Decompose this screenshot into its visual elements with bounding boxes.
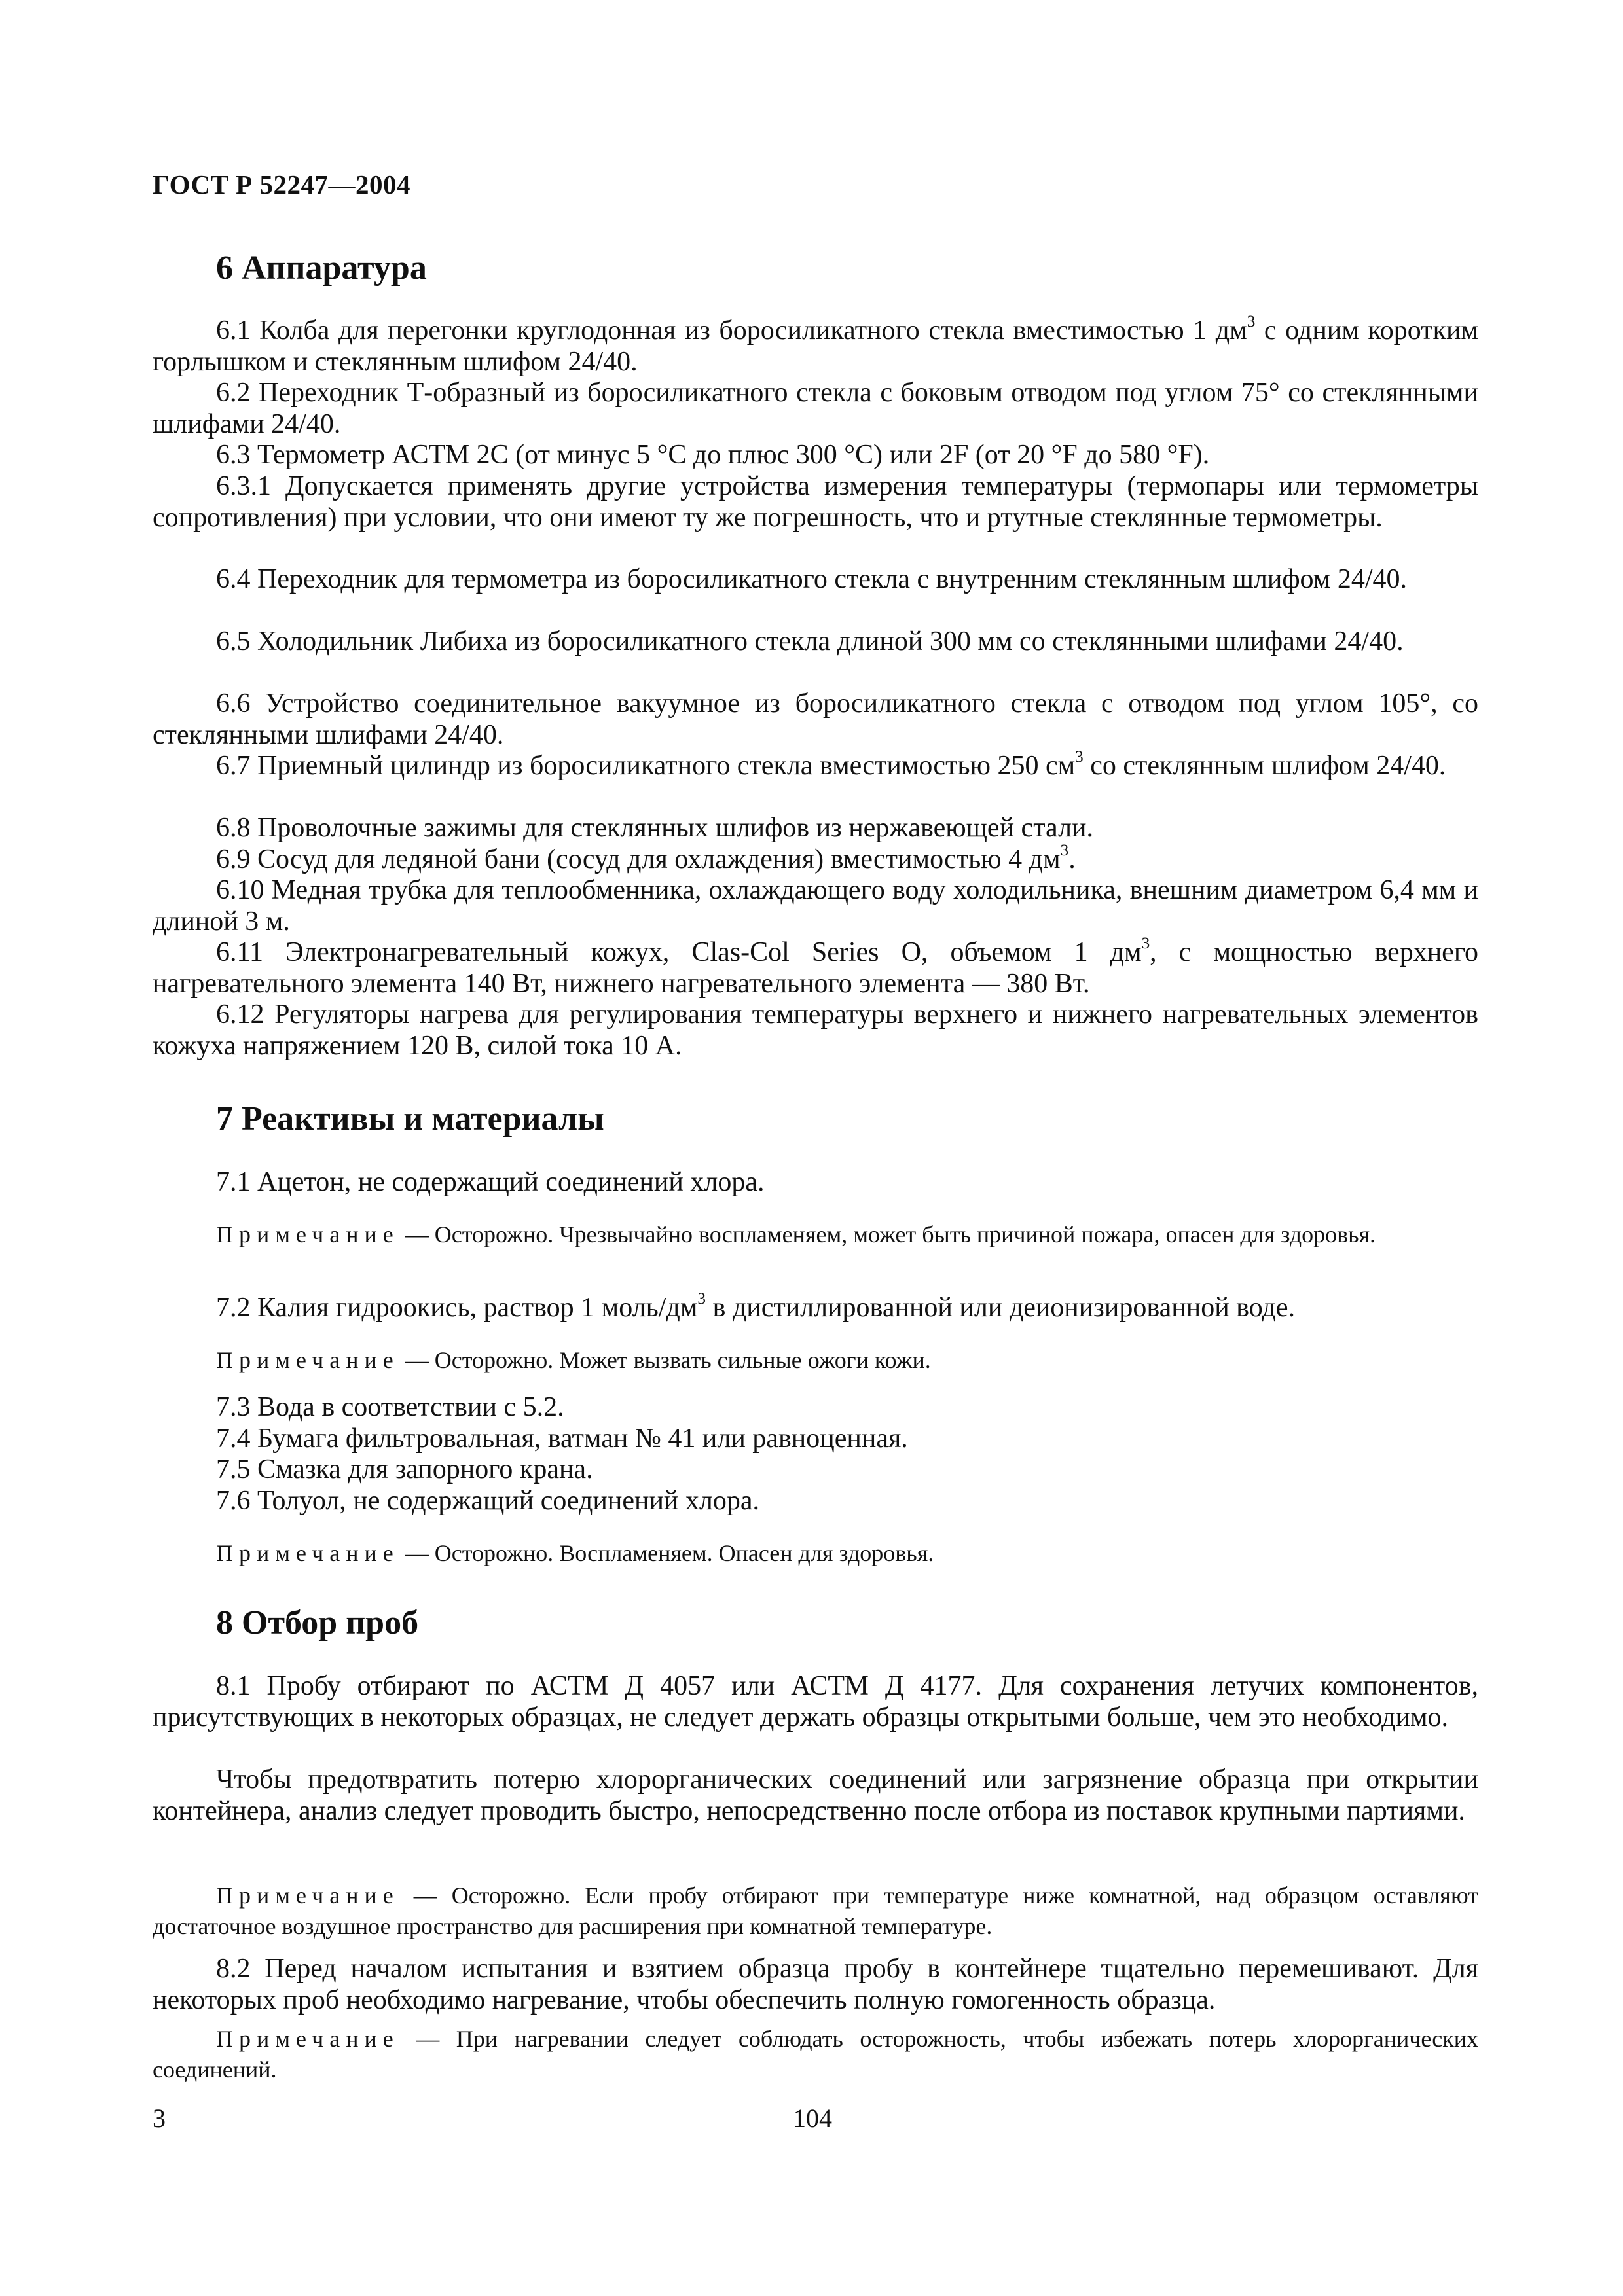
para-6-7: 6.7 Приемный цилиндр из боросиликатного стекла вместимостью 250 $см^3$ со стеклянным шлифом 24/40.: [216, 748, 1446, 781]
document-code: ГОСТ Р 52247—2004: [153, 170, 410, 200]
note-7-6: Примечание — Осторожно. Воспламеняем. Опасен для здоровья.: [216, 1540, 934, 1566]
section-7-heading: 7 Реактивы и материалы: [216, 1100, 604, 1138]
para-6-3-1: 6.3.1 Допускается применять другие устройства измерения температуры (термопары или термометры сопротивления) при условии, что они имеют ту же погрешность, что и ртутные стеклянные термометры.: [153, 471, 1478, 533]
para-6-10: 6.10 Медная трубка для теплообменника, охлаждающего воду холодильника, внешним диаметром 6,4 мм и длиной 3 м.: [153, 875, 1478, 937]
note-7-1: Примечание — Осторожно. Чрезвычайно воспламеняем, может быть причиной пожара, опасен для здоровья.: [216, 1221, 1376, 1247]
para-7-3: 7.3 Вода в соответствии с 5.2.: [216, 1392, 564, 1422]
note-8-2: Примечание — При нагревании следует соблюдать осторожность, чтобы избежать потерь хлорорганических соединений.: [153, 2026, 1478, 2083]
para-7-6: 7.6 Толуол, не содержащий соединений хлора.: [216, 1486, 760, 1516]
para-8-1-cont: Чтобы предотвратить потерю хлорорганических соединений или загрязнение образца при открытии контейнера, анализ следует проводить быстро, непосредственно после отбора из поставок крупными партиями.: [153, 1765, 1478, 1826]
para-6-9: 6.9 Сосуд для ледяной бани (сосуд для охлаждения) вместимостью 4 $дм^3$.: [216, 842, 1076, 874]
page-number-center: 104: [793, 2104, 832, 2133]
para-7-4: 7.4 Бумага фильтровальная, ватман № 41 или равноценная.: [216, 1424, 908, 1454]
para-7-1: 7.1 Ацетон, не содержащий соединений хлора.: [216, 1167, 765, 1197]
para-6-8: 6.8 Проволочные зажимы для стеклянных шлифов из нержавеющей стали.: [216, 813, 1094, 843]
para-6-1: 6.1 Колба для перегонки круглодонная из боросиликатного стекла вместимостью 1 $дм^3$ с одним коротким горлышком и стеклянным шлифом 24/40.: [153, 313, 1478, 377]
para-6-12: 6.12 Регуляторы нагрева для регулирования температуры верхнего и нижнего нагревательных элементов кожуха напряжением 120 В, силой тока 10 А.: [153, 999, 1478, 1061]
para-6-4: 6.4 Переходник для термометра из боросиликатного стекла с внутренним стеклянным шлифом 24/40.: [216, 564, 1407, 594]
para-6-6: 6.6 Устройство соединительное вакуумное из боросиликатного стекла с отводом под углом 105°, со стеклянными шлифами 24/40.: [153, 689, 1478, 750]
para-7-2: 7.2 Калия гидроокись, раствор 1 моль/$дм^3$ в дистиллированной или деионизированной воде.: [216, 1290, 1296, 1323]
note-8-1: Примечание — Осторожно. Если пробу отбирают при температуре ниже комнатной, над образцом оставляют достаточное воздушное пространство для расширения при комнатной температуре.: [153, 1882, 1478, 1939]
para-6-2: 6.2 Переходник Т-образный из боросиликатного стекла с боковым отводом под углом 75° со стеклянными шлифами 24/40.: [153, 378, 1478, 439]
para-7-5: 7.5 Смазка для запорного крана.: [216, 1454, 593, 1484]
para-8-2: 8.2 Перед началом испытания и взятием образца пробу в контейнере тщательно перемешивают. Для некоторых проб необходимо нагревание, чтобы обеспечить полную гомогенность образца.: [153, 1954, 1478, 2015]
para-6-11: 6.11 Электронагревательный кожух, Clas-Col Series O, объемом 1 $дм^3$, с мощностью верхнего нагревательного элемента 140 Вт, нижнего нагревательного элемента — 380 Вт.: [153, 935, 1478, 999]
section-6-heading: 6 Аппаратура: [216, 249, 427, 287]
note-7-2: Примечание — Осторожно. Может вызвать сильные ожоги кожи.: [216, 1347, 931, 1373]
para-6-5: 6.5 Холодильник Либиха из боросиликатного стекла длиной 300 мм со стеклянными шлифами 24/40.: [216, 626, 1404, 656]
para-6-3: 6.3 Термометр АСТМ 2С (от минус 5 °С до плюс 300 °С) или 2F (от 20 °F до 580 °F).: [216, 440, 1210, 470]
para-8-1: 8.1 Пробу отбирают по АСТМ Д 4057 или АСТМ Д 4177. Для сохранения летучих компонентов, присутствующих в некоторых образцах, не следует держать образцы открытыми больше, чем это необходимо.: [153, 1671, 1478, 1732]
section-8-heading: 8 Отбор проб: [216, 1604, 419, 1641]
page-number-left: 3: [153, 2104, 166, 2133]
